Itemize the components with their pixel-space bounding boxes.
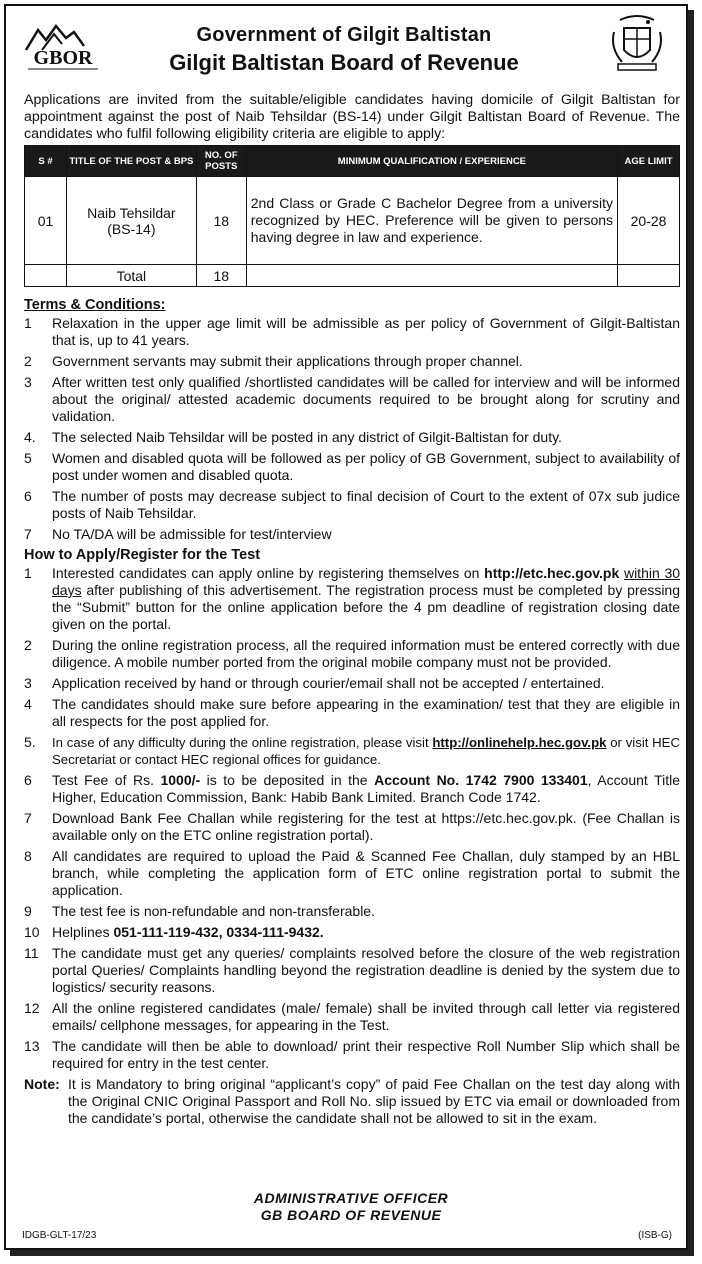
col-header-age: AGE LIMIT	[618, 146, 680, 177]
list-item: 10 Helplines 051-111-119-432, 0334-111-9432.	[24, 924, 324, 940]
list-item: 4 The candidates should make sure before appearing in the examination/ test that they are eligible in all respects for the post applied for.	[24, 696, 680, 729]
note-label: Note:	[24, 1076, 60, 1092]
signature-title: ADMINISTRATIVE OFFICER	[253, 1190, 449, 1206]
list-item: 11 The candidate must get any queries/ complaints resolved before the closure of the web registration portal Queries/ Complaints handling beyond the registration deadline is denied by the system due to logistics/ security reasons.	[24, 945, 680, 995]
list-item: 4. The selected Naib Tehsildar will be posted in any district of Gilgit-Baltistan for duty.	[24, 429, 562, 445]
account-number: Account No. 1742 7900 133401	[374, 772, 588, 788]
deadline-text: within 30 days	[52, 565, 681, 598]
apply-heading: How to Apply/Register for the Test	[24, 547, 261, 563]
list-item: 5 Women and disabled quota will be followed as per policy of GB Government, subject to availability of post under women and disabled quota.	[24, 450, 680, 483]
list-item: 13 The candidate will then be able to download/ print their respective Roll Number Slip which shall be required for entry in the test center.	[24, 1038, 680, 1071]
note-text: It is Mandatory to bring original “applicant’s copy” of paid Fee Challan on the test day along with the Original CNIC Original Passport and Roll No. slip issued by ETC via email or downloaded from the candidate’s portal, otherwise the candidate shall not be allowed to sit in the exam.	[68, 1076, 680, 1126]
list-item: 2 During the online registration process, all the required information must be entered correctly with due diligence. A mobile number ported from the original mobile company must not be provided.	[24, 637, 680, 670]
helpline-numbers: 051-111-119-432, 0334-111-9432.	[113, 924, 324, 940]
row-sno: 01	[25, 177, 67, 265]
ad-reference-code: IDGB-GLT-17/23	[22, 1230, 97, 1241]
col-header-posts: NO. OF POSTS	[196, 146, 246, 177]
list-item: 3 Application received by hand or through courier/email shall not be accepted / entertained.	[24, 675, 605, 691]
row-qualification: 2nd Class or Grade C Bachelor Degree from a university recognized by HEC. Preference will be given to persons having degree in law and experience.	[246, 177, 617, 265]
row-age: 20-28	[618, 177, 680, 265]
row-title-line2: (BS-14)	[107, 220, 156, 237]
row-title	[66, 177, 196, 265]
list-item: 6 The number of posts may decrease subject to final decision of Court to the extent of 07x sub judice posts of Naib Tehsildar.	[24, 488, 680, 521]
col-header-qualification: MINIMUM QUALIFICATION / EXPERIENCE	[246, 146, 617, 177]
row-title-line1: Naib Tehsildar	[87, 204, 176, 221]
table-row	[25, 177, 680, 265]
list-item: 5. In case of any difficulty during the online registration, please visit http://onlinehelp.hec.gov.pk or visit HEC Secretariat or contact HEC regional offices for guidance.	[24, 734, 680, 767]
list-item: 1 Interested candidates can apply online by registering themselves on http://etc.hec.gov.pk within 30 days after publishing of this advertisement. The registration process must be completed by pressing the “Submit” button for the online application before the 4 pm deadline of registration closing date given on the portal.	[24, 565, 681, 632]
table-header-row	[25, 146, 680, 177]
board-title: Gilgit Baltistan Board of Revenue	[169, 50, 519, 75]
header	[14, 14, 674, 84]
list-item: 7 No TA/DA will be admissible for test/interview	[24, 526, 332, 542]
etc-portal-link[interactable]: http://etc.hec.gov.pk	[484, 565, 620, 581]
posts-table	[24, 145, 680, 287]
total-label: Total	[66, 265, 196, 287]
col-header-title: TITLE OF THE POST & BPS	[66, 146, 196, 177]
signature-office: GB BOARD OF REVENUE	[260, 1207, 442, 1223]
intro-paragraph: Applications are invited from the suitable/eligible candidates having domicile of Gilgit Baltistan for appointment against the post of Naib Tehsildar (BS-14) under Gilgit Baltistan Board of Revenue. The candidates who fulfil following eligibility criteria are eligible to apply:	[24, 92, 680, 142]
table-total-row	[25, 265, 680, 287]
ad-region-code: (ISB-G)	[638, 1230, 672, 1241]
list-item: 6 Test Fee of Rs. 1000/- is to be deposited in the Account No. 1742 7900 133401, Account Title Higher, Education Commission, Bank: Habib Bank Limited. Branch Code 1742.	[24, 772, 680, 805]
list-item: 2 Government servants may submit their applications through proper channel.	[24, 353, 523, 369]
terms-heading: Terms & Conditions:	[24, 297, 166, 313]
content	[24, 294, 680, 1127]
list-item: 1 Relaxation in the upper age limit will be admissible as per policy of Government of Gilgit-Baltistan that is, up to 41 years.	[24, 315, 680, 348]
list-item: 9 The test fee is non-refundable and non-transferable.	[24, 903, 375, 919]
list-item: 7 Download Bank Fee Challan while registering for the test at https://etc.hec.gov.pk. (Fee Challan is available only on the ETC online registration portal).	[24, 810, 680, 843]
list-item: 8 All candidates are required to upload the Paid & Scanned Fee Challan, duly stamped by an HBL branch, while completing the application form of ETC online registration portal to submit the application.	[24, 848, 680, 898]
col-header-sno: S #	[25, 146, 67, 177]
government-title: Government of Gilgit Baltistan	[196, 24, 492, 46]
row-posts: 18	[196, 177, 246, 265]
total-posts: 18	[196, 265, 246, 287]
test-fee: 1000/-	[160, 772, 201, 788]
signature-block	[0, 1190, 702, 1224]
gbor-logo-text: GBOR	[33, 47, 93, 69]
list-item: 3 After written test only qualified /shortlisted candidates will be called for interview and will be informed about the original/ attested academic documents required to be brought along for scrutiny and validation.	[24, 374, 680, 424]
list-item: 12 All the online registered candidates (male/ female) shall be invited through call letter via registered emails/ cellphone messages, for appearing in the Test.	[24, 1000, 680, 1033]
gb-emblem	[608, 14, 666, 74]
note	[24, 1076, 680, 1127]
onlinehelp-link[interactable]: http://onlinehelp.hec.gov.pk	[432, 735, 607, 750]
